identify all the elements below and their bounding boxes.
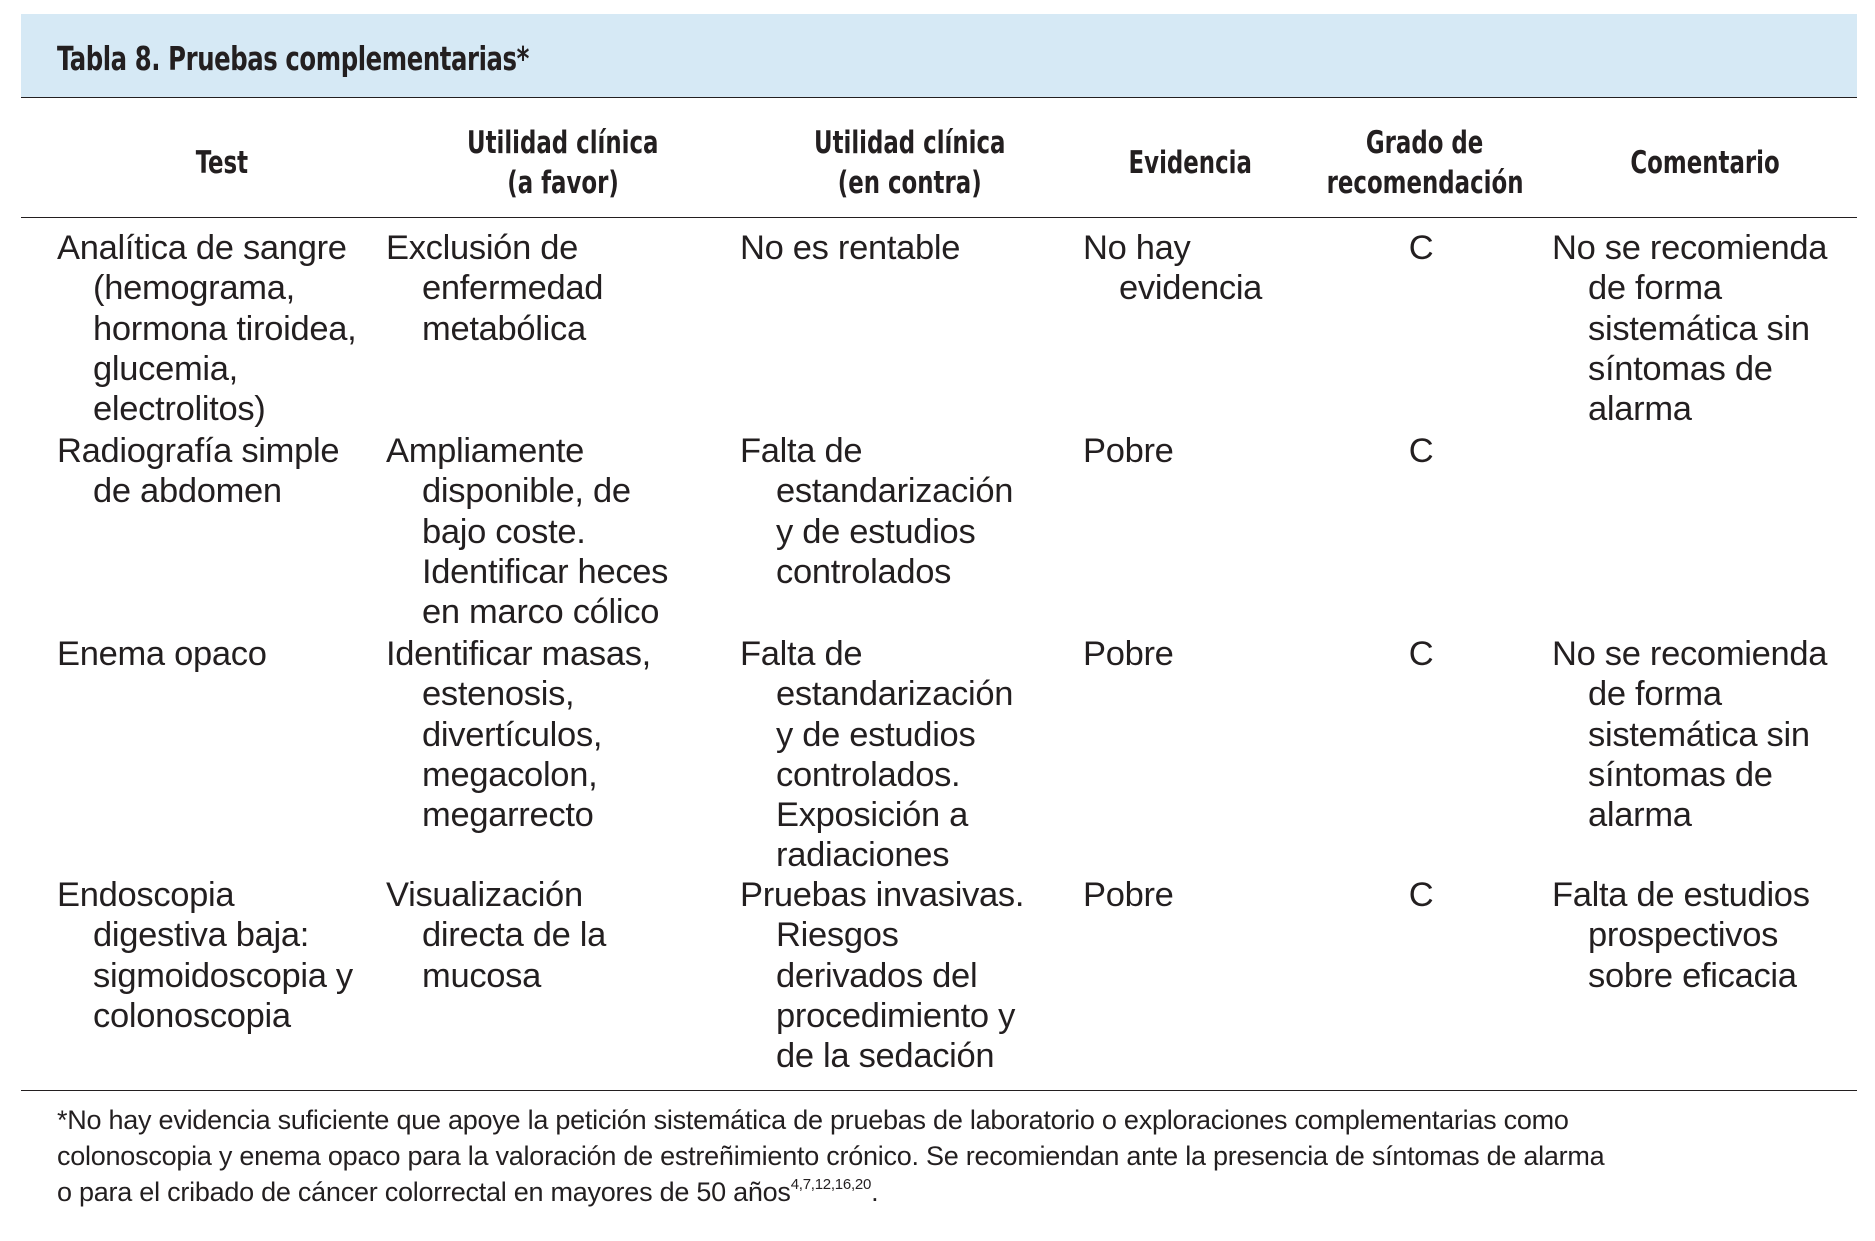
header-test: Test bbox=[195, 145, 249, 181]
cell-utilidad-favor: Exclusión de enfermedad metabólica bbox=[386, 229, 604, 348]
cell-grado: C bbox=[1408, 635, 1434, 673]
header-utilidad-contra: Utilidad clínica (en contra) bbox=[814, 125, 1006, 201]
cell-test: Endoscopia digestiva baja: sigmoidoscopia y colonoscopia bbox=[57, 876, 353, 1035]
cell-utilidad-contra: No es rentable bbox=[740, 229, 961, 267]
cell-utilidad-favor: Identificar masas, estenosis, divertículos, megacolon, megarrecto bbox=[386, 635, 651, 835]
cell-test: Enema opaco bbox=[57, 635, 267, 673]
cell-comentario: No se recomienda de forma sistemática sin síntomas de alarma bbox=[1552, 229, 1828, 429]
cell-evidencia: Pobre bbox=[1083, 635, 1174, 673]
cell-evidencia: No hay evidencia bbox=[1083, 229, 1263, 308]
header-evidencia: Evidencia bbox=[1128, 145, 1252, 181]
cell-evidencia: Pobre bbox=[1083, 876, 1174, 914]
cell-test: Analítica de sangre (hemograma, hormona tiroidea, glucemia, electrolitos) bbox=[57, 229, 357, 429]
table-title: Tabla 8. Pruebas complementarias* bbox=[57, 39, 529, 78]
reference-superscript: 4,7,12,16,20 bbox=[790, 1176, 872, 1193]
cell-grado: C bbox=[1408, 229, 1434, 267]
footer-rule bbox=[21, 1090, 1857, 1091]
cell-utilidad-favor: Visualización directa de la mucosa bbox=[386, 876, 607, 995]
cell-test: Radiografía simple de abdomen bbox=[57, 432, 340, 511]
table-footnote: *No hay evidencia suficiente que apoye la petición sistemática de pruebas de laboratorio o exploraciones complementarias como colonoscopia y enema opaco para la valoración de estreñimiento crónico. Se recomiendan ante la presencia de síntomas de alarma o para el cribado de cáncer colorrectal en mayores de 50 años$^{4,7,12,16,20}$. bbox=[57, 1105, 1605, 1207]
header-comentario: Comentario bbox=[1630, 145, 1780, 181]
table-title-bar bbox=[21, 14, 1857, 98]
header-grado: Grado de recomendación bbox=[1326, 125, 1524, 201]
cell-comentario: Falta de estudios prospectivos sobre eficacia bbox=[1552, 876, 1810, 995]
cell-utilidad-contra: Pruebas invasivas. Riesgos derivados del procedimiento y de la sedación bbox=[740, 876, 1025, 1076]
cell-grado: C bbox=[1408, 432, 1434, 470]
cell-utilidad-contra: Falta de estandarización y de estudios controlados bbox=[740, 432, 1014, 591]
cell-grado: C bbox=[1408, 876, 1434, 914]
cell-comentario: No se recomienda de forma sistemática sin síntomas de alarma bbox=[1552, 635, 1828, 835]
cell-evidencia: Pobre bbox=[1083, 432, 1174, 470]
header-utilidad-favor: Utilidad clínica (a favor) bbox=[467, 125, 659, 201]
cell-utilidad-favor: Ampliamente disponible, de bajo coste. Identificar heces en marco cólico bbox=[386, 432, 669, 632]
header-rule bbox=[21, 217, 1857, 218]
cell-utilidad-contra: Falta de estandarización y de estudios controlados. Exposición a radiaciones bbox=[740, 635, 1014, 875]
